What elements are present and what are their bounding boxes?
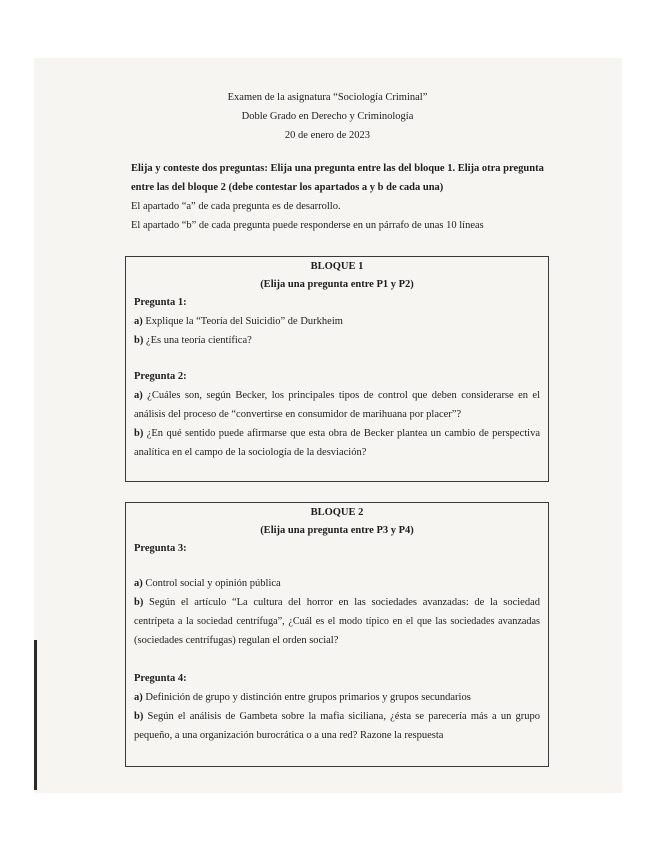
pregunta3-b-line3: (sociedades centrífugas) regulan el orden social? bbox=[134, 635, 339, 646]
pregunta1-a: a) Explique la “Teoría del Suicidio” de Durkheim bbox=[134, 316, 343, 327]
bloque1-box bbox=[125, 256, 549, 482]
instructions-bold-line1: Elija y conteste dos preguntas: Elija una pregunta entre las del bloque 1. Elija otra pregunta bbox=[131, 163, 544, 174]
bloque2-box bbox=[125, 502, 549, 767]
bloque1-title: BLOQUE 1 bbox=[310, 261, 364, 272]
exam-title: Examen de la asignatura “Sociología Criminal” bbox=[227, 92, 428, 103]
pregunta4-b-line2: pequeño, a una organización burocrática o a una red? Razone la respuesta bbox=[134, 730, 444, 741]
instructions-bold-line2: entre las del bloque 2 (debe contestar los apartados a y b de cada una) bbox=[131, 182, 444, 193]
pregunta3-b-line1: b) Según el artículo “La cultura del horror en las sociedades avanzadas: de la sociedad bbox=[134, 597, 540, 608]
pregunta1-b: b) ¿Es una teoría científica? bbox=[134, 335, 252, 346]
instructions-line4: El apartado “b” de cada pregunta puede responderse en un párrafo de unas 10 líneas bbox=[131, 220, 484, 231]
bloque2-subtitle: (Elija una pregunta entre P3 y P4) bbox=[260, 525, 414, 536]
pregunta1-title: Pregunta 1: bbox=[134, 297, 187, 308]
pregunta2-b-line1: b) ¿En qué sentido puede afirmarse que esta obra de Becker plantea un cambio de perspectiva bbox=[134, 428, 540, 439]
exam-date: 20 de enero de 2023 bbox=[284, 130, 371, 141]
instructions-line3: El apartado “a” de cada pregunta es de desarrollo. bbox=[131, 201, 341, 212]
pregunta4-a: a) Definición de grupo y distinción entre grupos primarios y grupos secundarios bbox=[134, 692, 471, 703]
bloque2-title: BLOQUE 2 bbox=[310, 507, 364, 518]
pregunta3-a: a) Control social y opinión pública bbox=[134, 578, 281, 589]
degree-name: Doble Grado en Derecho y Criminología bbox=[241, 111, 414, 122]
pregunta2-title: Pregunta 2: bbox=[134, 371, 187, 382]
pregunta4-b-line1: b) Según el análisis de Gambeta sobre la mafia siciliana, ¿ésta se parecería más a un grupo bbox=[134, 711, 540, 722]
pregunta2-a-line2: análisis del proceso de “convertirse en consumidor de marihuana por placer”? bbox=[134, 409, 462, 420]
pregunta3-title: Pregunta 3: bbox=[134, 543, 187, 554]
page-edge-shadow bbox=[34, 640, 37, 790]
pregunta4-title: Pregunta 4: bbox=[134, 673, 187, 684]
pregunta2-b-line2: analítica en el campo de la sociología de la desviación? bbox=[134, 447, 367, 458]
bloque1-subtitle: (Elija una pregunta entre P1 y P2) bbox=[260, 279, 414, 290]
pregunta2-a-line1: a) ¿Cuáles son, según Becker, los principales tipos de control que deben considerarse en el bbox=[134, 390, 540, 401]
pregunta3-b-line2: centrípeta a la sociedad centrífuga”, ¿Cuál es el modo típico en el que las sociedades avanzadas bbox=[134, 616, 540, 627]
